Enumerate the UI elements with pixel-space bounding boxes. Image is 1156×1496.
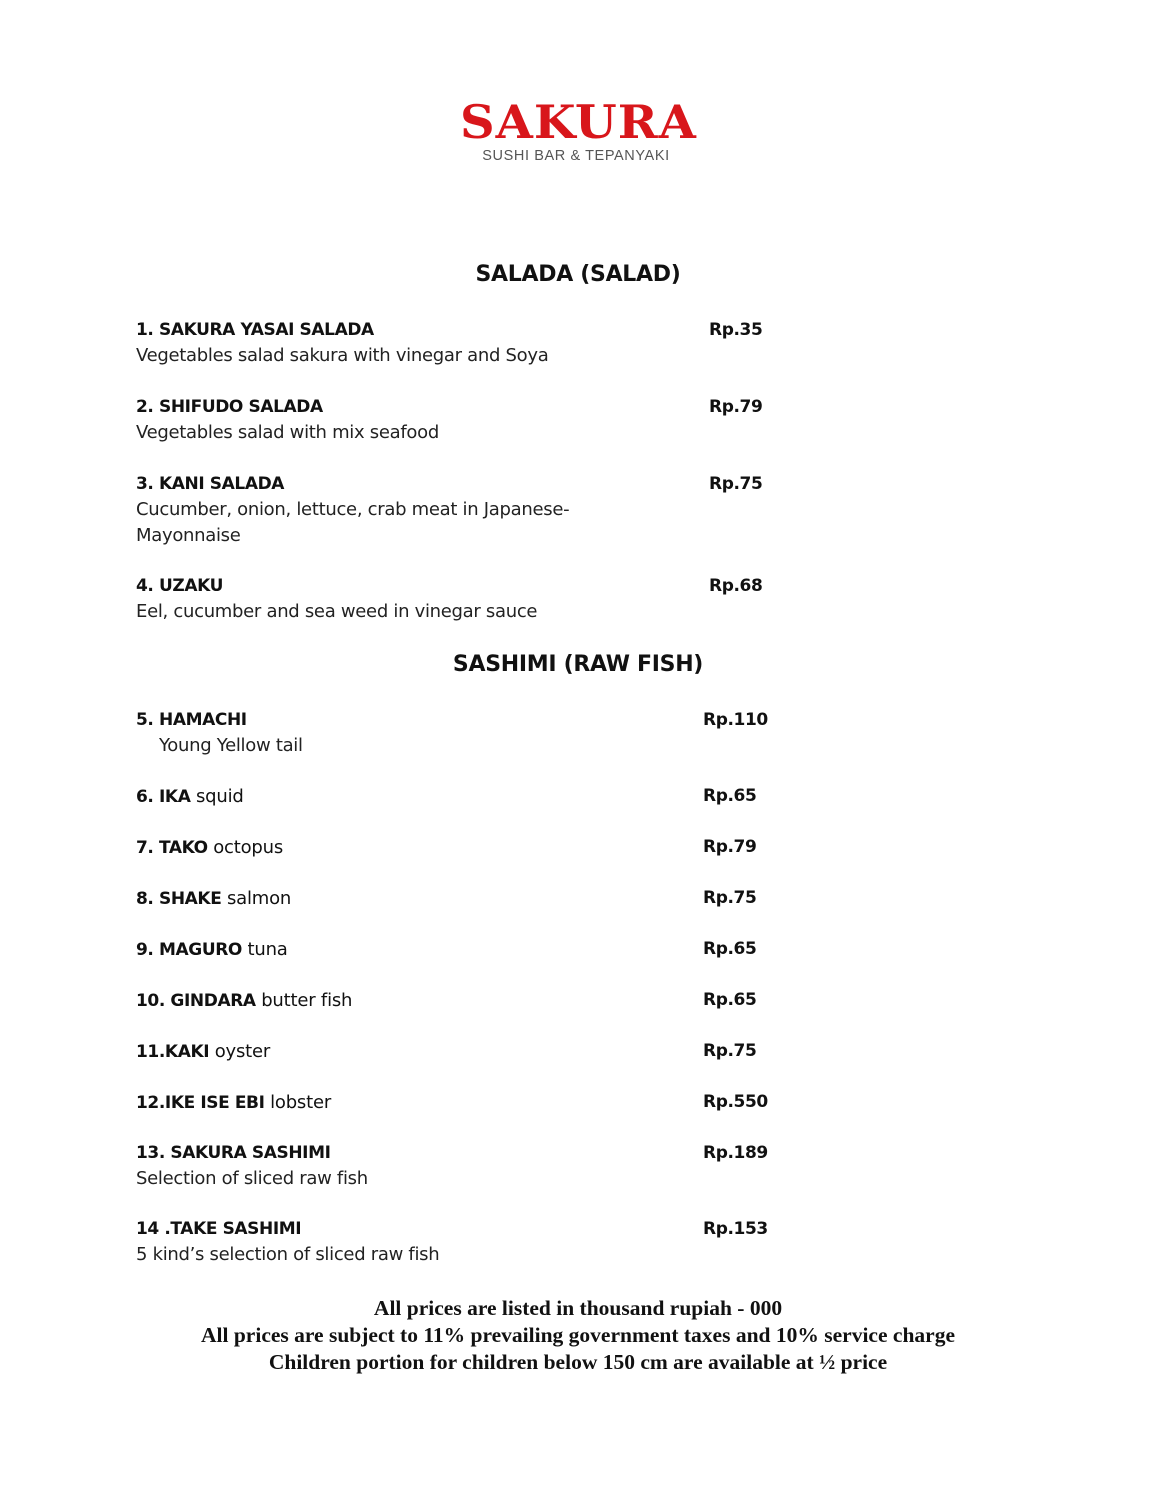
item-description-line: Cucumber, onion, lettuce, crab meat in Japanese- <box>136 499 570 520</box>
menu-item <box>136 574 776 625</box>
item-price: Rp.79 <box>709 397 763 417</box>
footer-line-currency: All prices are listed in thousand rupiah - 000 <box>373 1296 783 1320</box>
item-name: 7. TAKO <box>136 838 208 858</box>
item-price: Rp.153 <box>703 1219 768 1239</box>
item-description: oyster <box>214 1041 271 1062</box>
sakura-logo <box>460 96 697 164</box>
item-description: tuna <box>247 939 288 960</box>
item-price: Rp.65 <box>703 990 757 1010</box>
footer-line-taxes: All prices are subject to 11% prevailing government taxes and 10% service charge <box>201 1323 955 1347</box>
menu-item <box>136 1090 776 1116</box>
item-price: Rp.65 <box>703 786 757 806</box>
item-price: Rp.35 <box>709 320 763 340</box>
item-price: Rp.75 <box>703 1041 757 1061</box>
item-price: Rp.110 <box>703 710 768 730</box>
footer-notes <box>0 1295 1156 1376</box>
item-price: Rp.79 <box>703 837 757 857</box>
item-description: Selection of sliced raw fish <box>136 1168 368 1189</box>
item-price: Rp.189 <box>703 1143 768 1163</box>
item-price: Rp.75 <box>709 474 763 494</box>
item-name: 6. IKA <box>136 787 191 807</box>
menu-item <box>136 784 776 810</box>
menu-item <box>136 318 776 369</box>
item-name: 12.IKE ISE EBI <box>136 1093 265 1113</box>
item-description: lobster <box>270 1092 332 1113</box>
item-description: 5 kind’s selection of sliced raw fish <box>136 1244 440 1265</box>
item-name: 4. UZAKU <box>136 576 223 596</box>
item-price: Rp.550 <box>703 1092 768 1112</box>
item-name: 10. GINDARA <box>136 991 256 1011</box>
item-description: Eel, cucumber and sea weed in vinegar sauce <box>136 601 538 622</box>
item-name: 14 .TAKE SASHIMI <box>136 1219 302 1239</box>
item-description: Vegetables salad sakura with vinegar and Soya <box>136 345 549 366</box>
menu-item <box>136 472 776 549</box>
item-name: 1. SAKURA YASAI SALADA <box>136 320 374 340</box>
menu-item <box>136 937 776 963</box>
item-price: Rp.68 <box>709 576 763 596</box>
menu-item <box>136 1039 776 1065</box>
menu-item <box>136 886 776 912</box>
item-name: 13. SAKURA SASHIMI <box>136 1143 331 1163</box>
menu-item <box>136 708 776 759</box>
brand-name: SAKURA <box>460 96 697 150</box>
menu-item <box>136 395 776 446</box>
menu-item <box>136 1141 776 1192</box>
item-name: 9. MAGURO <box>136 940 242 960</box>
section-title-sashimi: SASHIMI (RAW FISH) <box>452 652 704 677</box>
brand-tagline: SUSHI BAR & TEPANYAKI <box>482 148 670 164</box>
item-description: Young Yellow tail <box>159 735 303 756</box>
footer-line-children: Children portion for children below 150 cm are available at ½ price <box>268 1350 888 1374</box>
item-description: butter fish <box>261 990 353 1011</box>
item-description-line: Mayonnaise <box>136 525 241 546</box>
item-name: 3. KANI SALADA <box>136 474 285 494</box>
menu-item <box>136 835 776 861</box>
menu-item <box>136 988 776 1014</box>
item-name: 8. SHAKE <box>136 889 222 909</box>
item-price: Rp.65 <box>703 939 757 959</box>
item-name: 5. HAMACHI <box>136 710 247 730</box>
item-description: Vegetables salad with mix seafood <box>136 422 439 443</box>
item-name: 2. SHIFUDO SALADA <box>136 397 323 417</box>
item-description: salmon <box>226 888 292 909</box>
item-name: 11.KAKI <box>136 1042 210 1062</box>
section-title-salad: SALADA (SALAD) <box>475 262 681 287</box>
item-description: octopus <box>213 837 284 858</box>
item-description: squid <box>196 786 244 807</box>
menu-item <box>136 1217 776 1268</box>
item-price: Rp.75 <box>703 888 757 908</box>
